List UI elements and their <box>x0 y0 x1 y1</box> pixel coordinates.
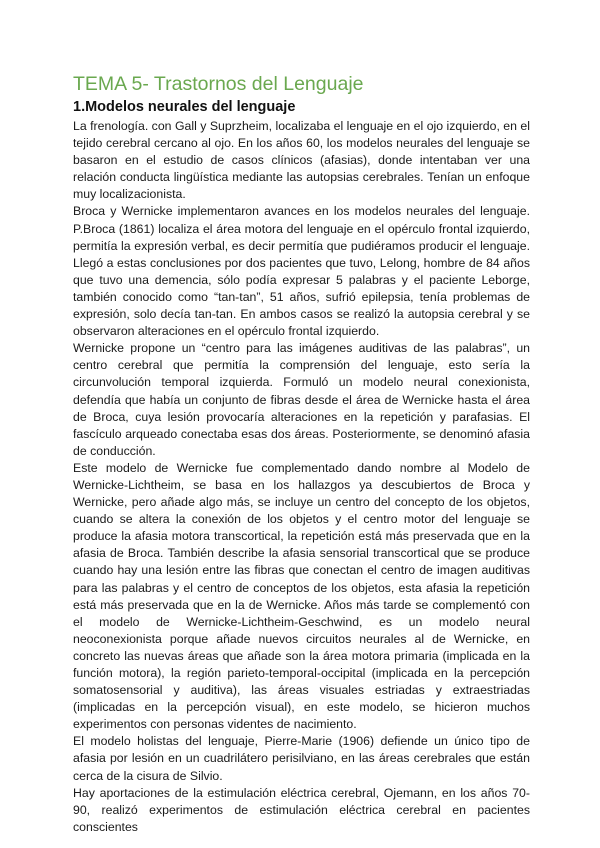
document-title: TEMA 5- Trastornos del Lenguaje <box>73 73 364 95</box>
paragraph-holistic-model: El modelo holistas del lenguaje, Pierre-Marie (1906) defiende un único tipo de afasia por lesión en un cuadrilátero perisilviano, en las áreas cerebrales que están cerca de la cisura de Silvio. <box>73 734 530 783</box>
paragraph-wernicke-lichtheim: Este modelo de Wernicke fue complementado dando nombre al Modelo de Wernicke-Lichtheim, se basa en los hallazgos ya descubiertos de Broca y Wernicke, pero añade algo más, se incluye un centro del concepto de los objetos, cuando se altera la conexión de los objetos y el centro motor del lenguaje se produce la afasia motora transcortical, la repetición está más preservada que en la afasia de Broca. También describe la afasia sensorial transcortical que se produce cuando hay una lesión entre las fibras que conectan el centro de imagen auditivas para las palabras y el centro de conceptos de los objetos, esta afasia la repetición está más preservada que en la de Wernicke. Años más tarde se complementó con el modelo de Wernicke-Lichtheim-Geschwind, es un modelo neural neoconexionista porque añade nuevos circuitos neurales al de Wernicke, en concreto las nuevas áreas que añade son la área motora primaria (implicada en la función motora), la región parieto-temporal-occipital (implicada en la percepción somatosensorial y auditiva), las áreas visuales estriadas y extraestriadas (implicadas en la percepción visual), en este modelo, se hicieron muchos experimentos con personas videntes de nacimiento. <box>73 460 530 732</box>
paragraph-wernicke: Wernicke propone un “centro para las imágenes auditivas de las palabras”, un centro cerebral que permitía la comprensión del lenguaje, esto sería la circunvolución temporal izquierda. Formuló un modelo neural conexionista, defendía que había un conjunto de fibras desde el área de Wernicke hasta el área de Broca, cuya lesión provocaría alteraciones en la repetición y parafasias. El fascículo arqueado conectaba esas dos áreas. Posteriormente, se denominó afasia de conducción. <box>73 341 530 458</box>
paragraph-broca: Broca y Wernicke implementaron avances en los modelos neurales del lenguaje. P.Broca (1861) localiza el área motora del lenguaje en el opérculo frontal izquierdo, permitía la expresión verbal, es decir permitía que pudiéramos producir el lenguaje. Llegó a estas conclusiones por dos pacientes que tuvo, Lelong, hombre de 84 años que tuvo una demencia, sólo podía expresar 5 palabras y el paciente Leborge, también conocido como “tan-tan”, 51 años, sufrió epilepsia, tenía problemas de expresión, solo decía tan-tan. En ambos casos se realizó la autopsia cerebral y se observaron alteraciones en el opérculo frontal izquierdo. <box>73 204 530 339</box>
paragraph-frenologia: La frenología. con Gall y Suprzheim, localizaba el lenguaje en el ojo izquierdo, en el tejido cerebral cercano al ojo. En los años 60, los modelos neurales del lenguaje se basaron en el estudio de casos clínicos (afasias), donde intentaban ver una relación conducta lingüística mediante las autopsias cerebrales. Tenían un enfoque muy localizacionista. <box>73 119 530 202</box>
section-heading: 1.Modelos neurales del lenguaje <box>73 99 296 115</box>
paragraph-electrical-stimulation: Hay aportaciones de la estimulación eléctrica cerebral, Ojemann, en los años 70-90, realizó experimentos de estimulación eléctrica cerebral en pacientes conscientes <box>73 785 530 834</box>
